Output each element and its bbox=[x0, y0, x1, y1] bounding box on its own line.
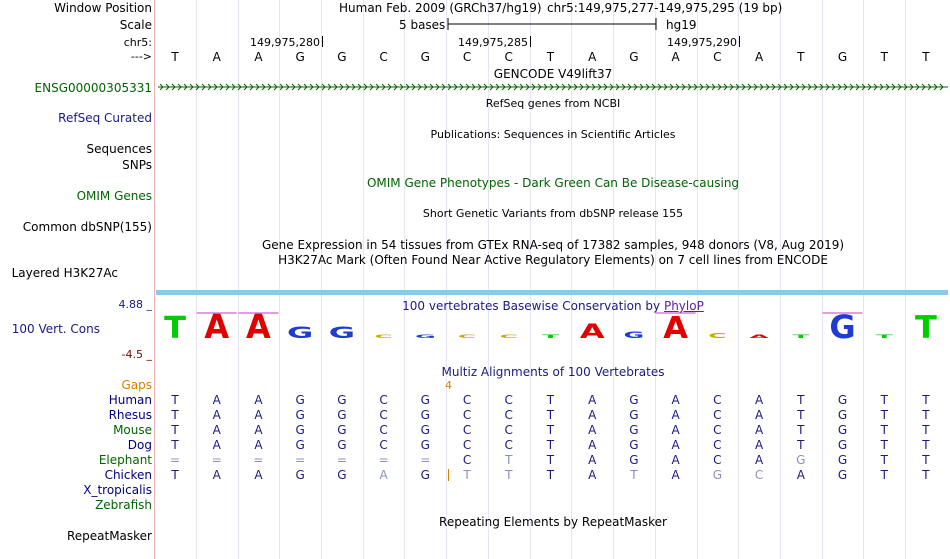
gencode-track-title[interactable]: GENCODE V49lift37 bbox=[493, 67, 613, 81]
alignment-base: = bbox=[378, 453, 389, 467]
alignment-base: T bbox=[546, 468, 555, 482]
alignment-base: T bbox=[463, 468, 471, 482]
reference-base: G bbox=[629, 50, 639, 64]
alignment-base: C bbox=[504, 438, 513, 452]
alignment-base: A bbox=[588, 423, 597, 437]
reference-base: T bbox=[171, 50, 179, 64]
species-label[interactable]: Dog bbox=[127, 438, 152, 452]
multiz-track-title[interactable]: Multiz Alignments of 100 Vertebrates bbox=[441, 365, 665, 379]
alignment-base: G bbox=[837, 393, 848, 407]
conservation-logo-base: C bbox=[708, 331, 727, 340]
reference-base: A bbox=[212, 50, 221, 64]
alignment-base: G bbox=[420, 423, 430, 437]
reference-base: T bbox=[546, 50, 555, 64]
assembly-title: Human Feb. 2009 (GRCh37/hg19) bbox=[339, 1, 542, 15]
alignment-base: A bbox=[254, 468, 263, 482]
conservation-logo[interactable] bbox=[156, 312, 950, 342]
alignment-base: G bbox=[295, 468, 305, 482]
alignment-base: C bbox=[713, 393, 722, 407]
reference-base: A bbox=[588, 50, 597, 64]
alignment-base: = bbox=[295, 453, 306, 467]
conservation-logo-base: A bbox=[663, 312, 689, 342]
alignment-base: C bbox=[379, 408, 388, 422]
species-label[interactable]: Elephant bbox=[98, 453, 152, 467]
reference-base: T bbox=[922, 50, 930, 64]
label-scale[interactable]: Scale bbox=[119, 18, 152, 32]
alignment-base: C bbox=[379, 423, 388, 437]
alignment-base: A bbox=[754, 438, 764, 452]
alignment-base: A bbox=[588, 468, 597, 482]
alignment-base: C bbox=[462, 438, 472, 452]
alignment-base: A bbox=[254, 408, 263, 422]
conservation-logo-base: A bbox=[246, 312, 271, 342]
alignment-base: A bbox=[588, 453, 597, 467]
conservation-logo-base: G bbox=[328, 323, 356, 342]
conservation-logo-base: C bbox=[499, 334, 518, 340]
conservation-logo-base: T bbox=[875, 334, 893, 340]
scale-text: 5 bases bbox=[399, 18, 446, 32]
conservation-logo-base: T bbox=[792, 334, 810, 340]
alignment-base: C bbox=[379, 393, 388, 407]
reference-base: G bbox=[837, 50, 848, 64]
alignment-base: G bbox=[337, 423, 347, 437]
alignment-base: A bbox=[754, 453, 764, 467]
alignment-base: G bbox=[837, 423, 848, 437]
alignment-base: C bbox=[462, 423, 472, 437]
dbsnp-track-title[interactable]: Short Genetic Variants from dbSNP release 155 bbox=[422, 207, 684, 220]
alignment-base: G bbox=[837, 453, 848, 467]
label-cons-min: -4.5 _ bbox=[121, 348, 152, 361]
species-label[interactable]: Chicken bbox=[104, 468, 152, 482]
conservation-logo-base: C bbox=[457, 334, 477, 340]
alignment-base: G bbox=[337, 438, 347, 452]
phylop-link[interactable]: PhyloP bbox=[663, 299, 704, 313]
tick-label-3: 149,975,290 bbox=[667, 36, 737, 49]
tick-mark-3 bbox=[739, 36, 740, 47]
alignment-base: T bbox=[880, 468, 888, 482]
position-range: chr5:149,975,277-149,975,295 (19 bp) bbox=[547, 1, 783, 15]
alignment-base: T bbox=[922, 453, 930, 467]
conservation-logo-base: G bbox=[623, 330, 645, 341]
alignment-base: T bbox=[880, 408, 888, 422]
alignment-base: G bbox=[629, 453, 639, 467]
reference-sequence[interactable] bbox=[156, 50, 950, 64]
alignment-base: A bbox=[254, 423, 263, 437]
alignment-row[interactable] bbox=[156, 408, 950, 422]
reference-base: C bbox=[504, 50, 513, 64]
reference-base: C bbox=[713, 50, 722, 64]
alignment-base: C bbox=[504, 408, 513, 422]
label-cons-max: 4.88 _ bbox=[118, 298, 152, 311]
conservation-logo-base: G bbox=[829, 312, 856, 342]
alignment-base: C bbox=[713, 408, 722, 422]
alignment-base: G bbox=[629, 438, 639, 452]
alignment-base: G bbox=[337, 393, 347, 407]
reference-base: A bbox=[671, 50, 680, 64]
tick-label-2: 149,975,285 bbox=[458, 36, 528, 49]
alignment-base: G bbox=[629, 393, 639, 407]
alignment-base: T bbox=[797, 423, 805, 437]
tick-label-1: 149,975,280 bbox=[250, 36, 320, 49]
alignment-base: = bbox=[253, 453, 264, 467]
label-sequences[interactable]: Sequences bbox=[86, 142, 152, 156]
label-common-dbsnp[interactable]: Common dbSNP(155) bbox=[22, 220, 152, 234]
alignment-base: G bbox=[337, 468, 347, 482]
label-snps[interactable]: SNPs bbox=[122, 158, 152, 172]
alignment-row[interactable] bbox=[156, 423, 950, 437]
label-100-vert-cons[interactable]: 100 Vert. Cons bbox=[11, 322, 100, 336]
alignment-base: A bbox=[212, 393, 221, 407]
alignment-base: A bbox=[379, 468, 388, 482]
alignment-base: T bbox=[922, 468, 930, 482]
conservation-logo-base: C bbox=[374, 334, 393, 340]
alignment-base: T bbox=[171, 423, 179, 437]
alignment-base: T bbox=[546, 393, 555, 407]
alignment-row[interactable] bbox=[156, 483, 950, 497]
alignment-base: = bbox=[420, 453, 431, 467]
alignment-base: C bbox=[713, 423, 722, 437]
publications-track-title[interactable]: Publications: Sequences in Scientific Articles bbox=[430, 128, 676, 141]
alignment-base: C bbox=[462, 453, 472, 467]
alignment-base: G bbox=[796, 453, 806, 467]
reference-base: C bbox=[462, 50, 472, 64]
alignment-base: T bbox=[880, 423, 888, 437]
alignment-base: T bbox=[171, 468, 179, 482]
gtex-track-title[interactable]: Gene Expression in 54 tissues from GTEx RNA-seq of 17382 samples, 948 donors (V8, Aug 2019) bbox=[261, 238, 845, 252]
alignment-row[interactable] bbox=[156, 453, 950, 467]
label-refseq-curated[interactable]: RefSeq Curated bbox=[58, 111, 152, 125]
alignment-base: G bbox=[295, 438, 305, 452]
alignment-base: C bbox=[713, 453, 722, 467]
alignment-base: A bbox=[254, 393, 263, 407]
alignment-base: T bbox=[797, 393, 805, 407]
alignment-base: G bbox=[629, 423, 639, 437]
alignment-base: A bbox=[671, 408, 680, 422]
reference-base: G bbox=[420, 50, 430, 64]
track-label-divider bbox=[154, 0, 155, 559]
alignment-base: G bbox=[837, 408, 848, 422]
alignment-base: A bbox=[671, 453, 680, 467]
alignment-base: T bbox=[880, 393, 888, 407]
species-label[interactable]: Human bbox=[108, 393, 152, 407]
alignment-base: T bbox=[922, 408, 930, 422]
repeatmasker-track-title[interactable]: Repeating Elements by RepeatMasker bbox=[439, 515, 667, 529]
alignment-base: = bbox=[211, 453, 222, 467]
alignment-base: A bbox=[671, 423, 680, 437]
alignment-row[interactable] bbox=[156, 393, 950, 407]
label-window-position[interactable]: Window Position bbox=[54, 1, 152, 15]
alignment-row[interactable] bbox=[156, 438, 950, 452]
label-strand-arrow[interactable]: ---> bbox=[130, 50, 152, 63]
label-gaps[interactable]: Gaps bbox=[121, 378, 152, 392]
alignment-base: T bbox=[171, 408, 179, 422]
alignment-base: T bbox=[922, 423, 930, 437]
alignment-base: A bbox=[212, 408, 221, 422]
alignment-base: A bbox=[588, 393, 597, 407]
alignment-base: A bbox=[671, 393, 680, 407]
reference-base: C bbox=[379, 50, 388, 64]
reference-base: A bbox=[254, 50, 263, 64]
conservation-logo-base: A bbox=[749, 334, 769, 340]
omim-track-title[interactable]: OMIM Gene Phenotypes - Dark Green Can Be Disease-causing bbox=[366, 176, 740, 190]
alignment-base: = bbox=[169, 453, 181, 467]
alignment-base: G bbox=[295, 423, 305, 437]
reference-base: G bbox=[337, 50, 347, 64]
conservation-title-text: 100 vertebrates Basewise Conservation by bbox=[402, 299, 661, 313]
scale-bar bbox=[446, 17, 660, 31]
label-gene-ensg[interactable]: ENSG00000305331 bbox=[34, 81, 152, 95]
gap-count: 4 bbox=[445, 379, 452, 392]
conservation-logo-base: T bbox=[915, 312, 937, 342]
alignment-base: T bbox=[546, 453, 555, 467]
alignment-base: T bbox=[630, 468, 638, 482]
alignment-base: G bbox=[295, 393, 305, 407]
alignment-base: T bbox=[171, 438, 179, 452]
species-label[interactable]: X_tropicalis bbox=[83, 483, 152, 497]
alignment-base: A bbox=[588, 408, 597, 422]
alignment-base: C bbox=[504, 393, 513, 407]
label-chromosome[interactable]: chr5: bbox=[123, 36, 152, 49]
alignment-base: A bbox=[671, 438, 680, 452]
alignment-base: G bbox=[629, 408, 639, 422]
alignment-base: G bbox=[420, 408, 430, 422]
alignment-base: C bbox=[504, 423, 513, 437]
alignment-base: G bbox=[420, 438, 430, 452]
alignment-base: T bbox=[505, 453, 513, 467]
alignment-base: A bbox=[754, 393, 764, 407]
alignment-base: G bbox=[837, 438, 848, 452]
label-layered-h3k27ac[interactable]: Layered H3K27Ac bbox=[11, 266, 118, 280]
label-zebrafish[interactable]: Zebrafish bbox=[95, 498, 152, 512]
alignment-base: A bbox=[212, 468, 221, 482]
alignment-base: G bbox=[420, 393, 430, 407]
h3k27ac-signal-bar[interactable] bbox=[156, 290, 948, 295]
alignment-base: T bbox=[922, 393, 930, 407]
alignment-base: A bbox=[212, 438, 221, 452]
alignment-base: C bbox=[462, 393, 472, 407]
reference-base: G bbox=[295, 50, 305, 64]
conservation-logo-base: G bbox=[415, 334, 436, 340]
alignment-base: G bbox=[420, 468, 430, 482]
label-repeatmasker[interactable]: RepeatMasker bbox=[66, 529, 152, 543]
conservation-track-title[interactable] bbox=[156, 299, 950, 313]
gene-model-ensg[interactable] bbox=[158, 82, 948, 92]
alignment-row[interactable] bbox=[156, 468, 950, 482]
alignment-base: T bbox=[546, 438, 555, 452]
alignment-base: T bbox=[546, 423, 555, 437]
alignment-base: A bbox=[588, 438, 597, 452]
reference-base: T bbox=[880, 50, 888, 64]
alignment-base: A bbox=[254, 438, 263, 452]
alignment-base: T bbox=[546, 408, 555, 422]
conservation-logo-base: G bbox=[287, 323, 314, 342]
alignment-base: C bbox=[462, 408, 472, 422]
label-omim-genes[interactable]: OMIM Genes bbox=[76, 189, 152, 203]
alignment-base: G bbox=[295, 408, 305, 422]
alignment-base: T bbox=[880, 438, 888, 452]
alignment-base: C bbox=[713, 438, 722, 452]
scale-db: hg19 bbox=[666, 18, 697, 32]
alignment-base: T bbox=[797, 408, 805, 422]
tick-mark-1 bbox=[322, 36, 323, 47]
alignment-base: = bbox=[336, 453, 347, 467]
conservation-logo-base: A bbox=[204, 312, 230, 342]
alignment-base: T bbox=[171, 393, 179, 407]
species-label[interactable]: Mouse bbox=[113, 423, 152, 437]
alignment-base: A bbox=[212, 423, 221, 437]
tick-mark-2 bbox=[530, 36, 531, 47]
refseq-track-title[interactable]: RefSeq genes from NCBI bbox=[485, 97, 621, 110]
alignment-base: G bbox=[712, 468, 723, 482]
alignment-base: T bbox=[880, 453, 888, 467]
alignment-base: A bbox=[671, 468, 680, 482]
alignment-base: T bbox=[505, 468, 513, 482]
alignment-base: A bbox=[754, 408, 764, 422]
alignment-base: A bbox=[754, 423, 764, 437]
alignment-base: T bbox=[922, 438, 930, 452]
gap-marker bbox=[448, 469, 449, 481]
alignment-base: G bbox=[337, 408, 347, 422]
alignment-base: A bbox=[796, 468, 805, 482]
alignment-base: T bbox=[797, 438, 805, 452]
h3k27ac-track-title[interactable]: H3K27Ac Mark (Often Found Near Active Regulatory Elements) on 7 cell lines from ENCODE bbox=[278, 253, 828, 267]
conservation-logo-base: T bbox=[541, 334, 560, 340]
conservation-logo-base: A bbox=[579, 320, 605, 342]
conservation-logo-base: T bbox=[164, 312, 186, 342]
reference-base: T bbox=[797, 50, 805, 64]
alignment-base: C bbox=[379, 438, 388, 452]
species-label[interactable]: Rhesus bbox=[108, 408, 152, 422]
reference-base: A bbox=[754, 50, 764, 64]
alignment-base: C bbox=[754, 468, 764, 482]
alignment-base: G bbox=[837, 468, 848, 482]
